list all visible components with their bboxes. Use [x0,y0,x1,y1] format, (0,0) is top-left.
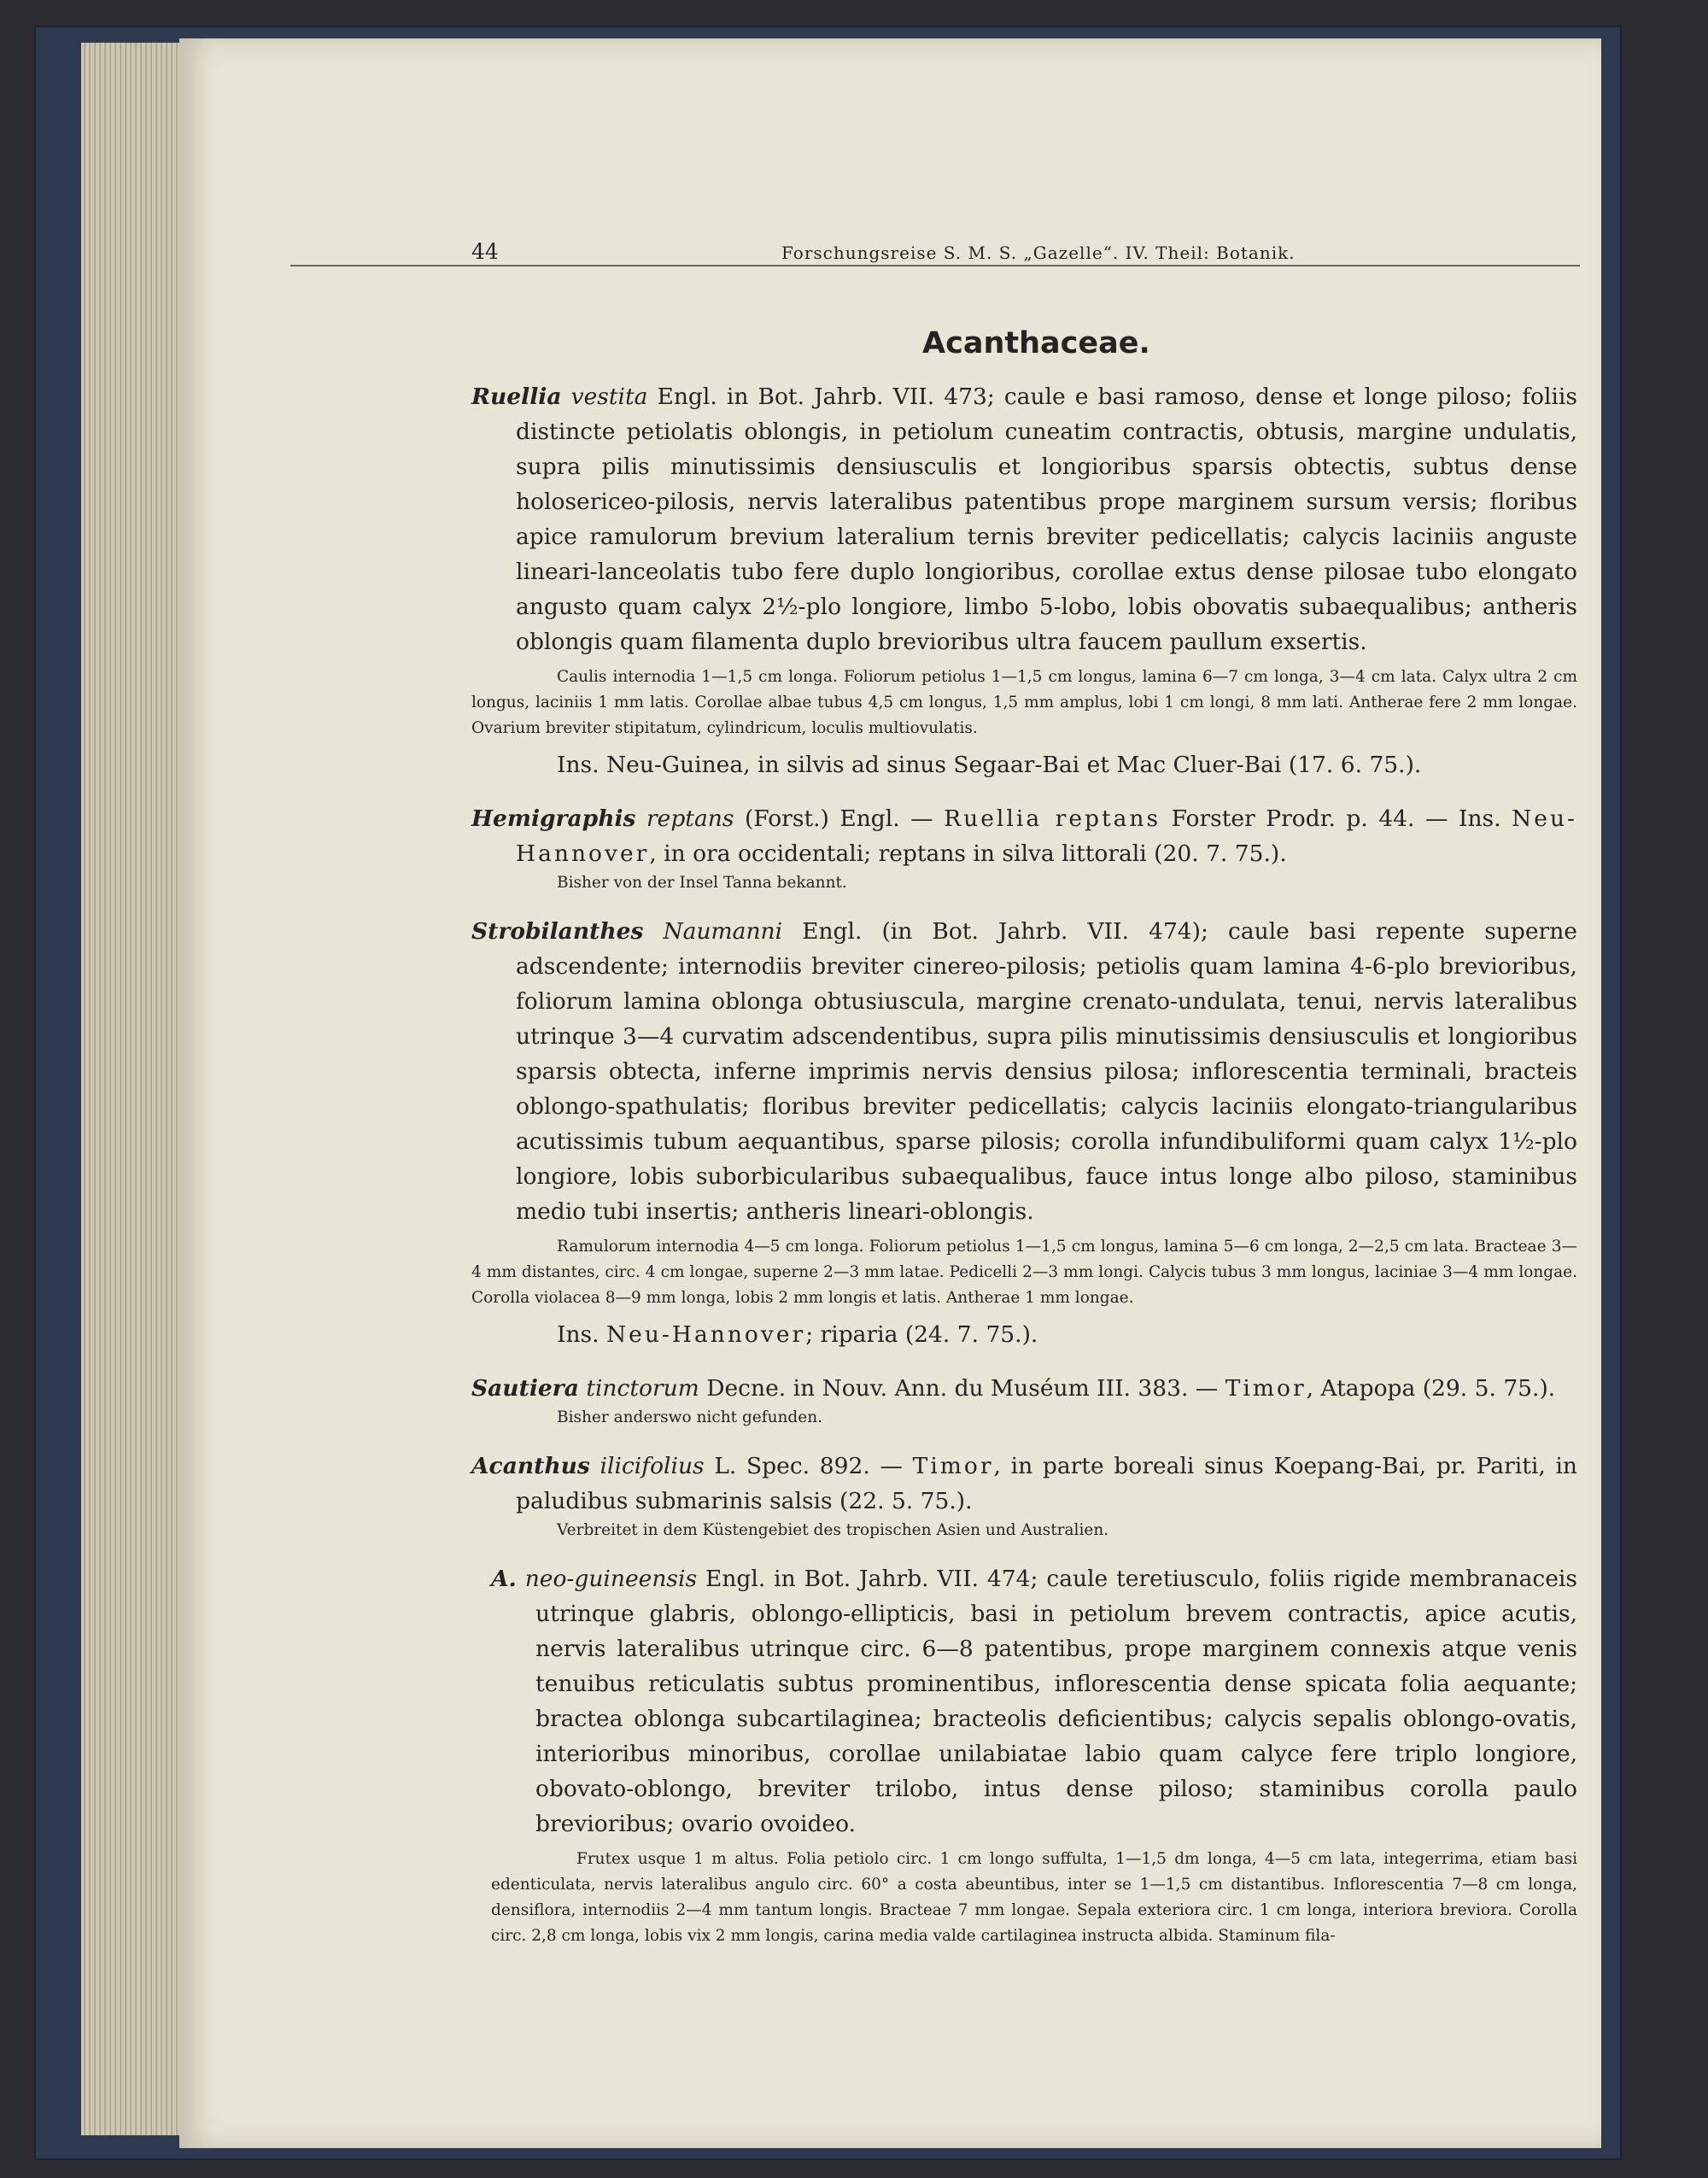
species-name: ilicifolius [600,1453,705,1479]
genus-name: Sautiera [471,1375,579,1402]
place-name: Neu-Hannover [605,1321,806,1348]
place-name: Timor [912,1453,994,1479]
place-name: Timor [1225,1375,1307,1402]
entry-main-text [471,914,1577,1229]
species-name: neo-guineensis [524,1566,698,1592]
entry-locality: Ins. Neu-Guinea, in silvis ad sinus Segaar-Bai et Mac Cluer-Bai (17. 6. 75.). [557,752,1422,778]
species-name: vestita [570,383,648,410]
entry-text: (Forst.) Engl. — [734,805,945,832]
entry-text: Forster Prodr. p. 44. — Ins. [1161,805,1512,832]
species-name: Naumanni [663,918,783,945]
entry-locality [471,1318,1577,1352]
genus-name: Ruellia [471,383,562,410]
species-name: tinctorum [586,1375,699,1402]
entry-text: , Atapopa (29. 5. 75.). [1306,1375,1556,1402]
locality-prefix: Ins. [557,1321,606,1348]
genus-name: A. [491,1566,517,1592]
running-title: Forschungsreise S. M. S. „Gazelle“. IV. Theil: Botanik. [781,243,1296,263]
entry-main-text [471,1371,1577,1406]
page-edges [81,43,192,2135]
entry-diagnosis: Engl. in Bot. Jahrb. VII. 474; caule teretiusculo, foliis rigide membranaceis utrinque glabris, oblongo-ellipticis, basi in petiolum brevem contractis, apice acutis, nervis lateralibus utrinque circ. 6—8 patentibus, prope marginem connexis atque venis tenuibus reticulatis subtus prominentibus, inflorescentia dense spicata folia aequante; bractea oblonga subcartilaginea; bracteolis deficientibus; calycis sepalis oblongo-ovatis, interioribus minoribus, corollae unilabiatae labio quam calyce fere triplo longiore, obovato-oblongo, breviter trilobo, intus dense piloso; staminibus corolla paulo brevioribus; ovario ovoideo. [535,1566,1577,1837]
locality-suffix: ; riparia (24. 7. 75.). [805,1321,1038,1348]
entry-note: Verbreitet in dem Küstengebiet des tropischen Asien und Australien. [557,1521,1109,1539]
entry-text: Decne. in Nouv. Ann. du Muséum III. 383. — [699,1375,1225,1402]
entry-text: L. Spec. 892. — [704,1453,913,1479]
entry-hemigraphis-reptans [471,801,1577,895]
entry-main-text [471,801,1577,871]
entry-description: Ramulorum internodia 4—5 cm longa. Foliorum petiolus 1—1,5 cm longus, lamina 5—6 cm longa, 2—2,5 cm lata. Bracteae 3—4 mm distantes, circ. 4 cm longae, superne 2—3 mm latae. Pedicelli 2—3 mm longi. Calycis tubus 3 mm longus, laciniae 3—4 mm longae. Corolla violacea 8—9 mm longa, lobis 2 mm longis et latis. Antherae 1 mm longae. [471,1238,1577,1307]
entry-description: Frutex usque 1 m altus. Folia petiolo circ. 1 cm longo suffulta, 1—1,5 dm longa, 4—5 cm lata, integerrima, etiam basi edenticulata, nervis lateralibus angulo circ. 60° a costa abeuntibus, inter se 1—1,5 cm distantibus. Inflorescentia 7—8 cm longa, densiflora, internodiis 2—4 mm tantum longis. Bracteae 7 mm longae. Sepala exteriora circ. 1 cm longa, interiora breviora. Corolla circ. 2,8 cm longa, lobis vix 2 mm longis, carina media valde cartilaginea instructa albida. Staminum fila- [491,1850,1577,1945]
entry-text: , in parte boreali sinus Koepang-Bai, pr. Pariti, in paludibus submarinis salsis (22. 5. 75.). [516,1453,1577,1514]
genus-name: Hemigraphis [471,805,636,832]
entry-main-text [491,1561,1577,1841]
entry-strobilanthes-naumanni [471,914,1577,1352]
entry-ruellia-vestita [471,379,1577,782]
entry-note: Bisher von der Insel Tanna bekannt. [557,874,847,892]
species-name: reptans [646,805,734,832]
entry-diagnosis: Engl. in Bot. Jahrb. VII. 473; caule e basi ramoso, dense et longe piloso; foliis distincte petiolatis oblongis, in petiolum cuneatim contractis, obtusis, margine undulatis, supra pilis minutissimis densiusculis et longioribus sparsis obtectis, subtus dense holosericeo-pilosis, nervis lateralibus patentibus prope marginem sursum versis; floribus apice ramulorum brevium lateralium ternis breviter pedicellatis; calycis laciniis anguste lineari-lanceolatis tubo fere duplo longioribus, corollae extus dense pilosae tubo elongato angusto quam calyx 2½-plo longiore, limbo 5-lobo, lobis obovatis subaequalibus; antheris oblongis quam filamenta duplo brevioribus ultra faucem paullum exsertis. [516,383,1577,655]
place-name: Neu-Hannover [516,805,1577,867]
running-head [290,229,1580,266]
synonym: Ruellia reptans [944,805,1161,832]
entry-note: Bisher anderswo nicht gefunden. [557,1408,822,1426]
genus-name: Acanthus [471,1453,590,1479]
entry-sautiera-tinctorum [471,1371,1577,1430]
page-number: 44 [471,239,499,264]
genus-name: Strobilanthes [471,918,644,945]
family-title: Acanthaceae. [922,326,1150,360]
entry-diagnosis: Engl. (in Bot. Jahrb. VII. 474); caule basi repente superne adscendente; internodiis breviter cinereo-pilosis; petiolis quam lamina 4-6-plo brevioribus, foliorum lamina oblonga obtusiuscula, margine crenato-undulata, tenui, nervis lateralibus utrinque 3—4 curvatim adscendentibus, supra pilis minutissimis densiusculis et longioribus sparsis obtecta, inferne imprimis nervis densius pilosa; inflorescentia terminali, bracteis oblongo-spathulatis; floribus breviter pedicellatis; calycis laciniis elongato-triangularibus acutissimis tubum aequantibus, sparse pilosis; corolla infundibuliformi quam calyx 1½-plo longiore, lobis suborbicularibus subaequalibus, fauce intus longe albo piloso, staminibus medio tubi insertis; antheris lineari-oblongis. [516,918,1577,1225]
entry-text: , in ora occidentali; reptans in silva littorali (20. 7. 75.). [649,840,1287,867]
entry-acanthus-ilicifolius [471,1449,1577,1543]
entry-main-text [471,1449,1577,1519]
entry-description: Caulis internodia 1—1,5 cm longa. Foliorum petiolus 1—1,5 cm longus, lamina 6—7 cm longa, 3—4 cm lata. Calyx ultra 2 cm longus, laciniis 1 mm latis. Corollae albae tubus 4,5 cm longus, 1,5 mm amplus, lobi 1 cm longi, 8 mm lati. Antherae fere 2 mm longae. Ovarium breviter stipitatum, cylindricum, loculis multiovulatis. [471,668,1577,737]
page-content [290,229,1580,1949]
entry-main-text [471,379,1577,659]
entry-acanthus-neo-guineensis [491,1561,1577,1949]
